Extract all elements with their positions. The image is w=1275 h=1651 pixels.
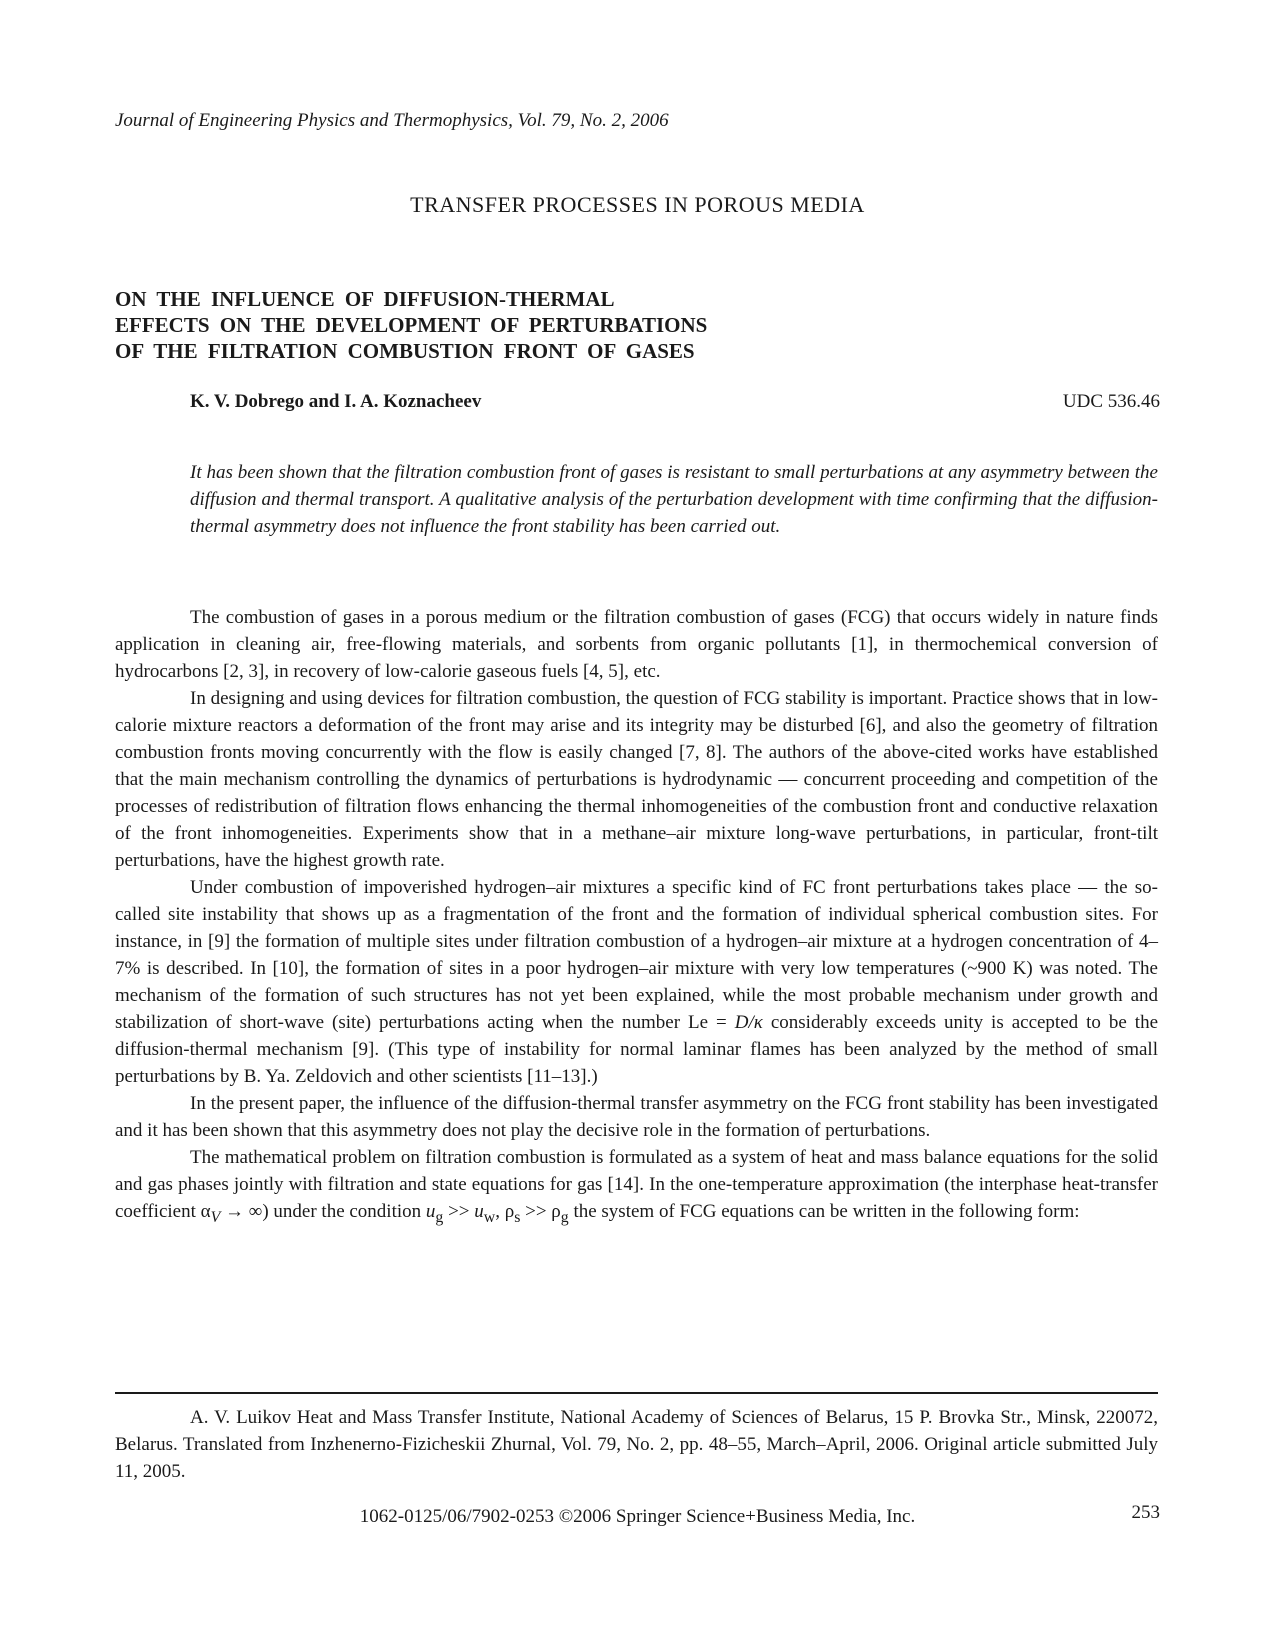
paragraph: In the present paper, the influence of the diffusion-thermal transfer asymmetry on the FCG front stability has been investigated and it has been shown that this asymmetry does not play the decisive role in the formation of perturbations. xyxy=(115,1093,1158,1141)
title-line: ON THE INFLUENCE OF DIFFUSION-THERMAL xyxy=(115,287,615,311)
title-line: OF THE FILTRATION COMBUSTION FRONT OF GASES xyxy=(115,339,695,363)
abstract: It has been shown that the filtration combustion front of gases is resistant to small perturbations at any asymmetry between the diffusion and thermal transport. A qualitative analysis of the perturbation development with time confirming that the diffusion-thermal asymmetry does not influence the front stability has been carried out. xyxy=(190,462,1158,537)
paragraph: Under combustion of impoverished hydrogen–air mixtures a specific kind of FC front perturbations takes place — the so-called site instability that shows up as a fragmentation of the front and the formation of individual spherical combustion sites. For instance, in [9] the formation of multiple sites under filtration combustion of a hydrogen–air mixture at a hydrogen concentration of 4–7% is described. In [10], the formation of sites in a poor hydrogen–air mixture with very low temperatures (~900 K) was noted. The mechanism of the formation of such structures has not yet been explained, while the most probable mechanism under growth and stabilization of short-wave (site) perturbations acting when the number Le = D/κ considerably exceeds unity is accepted to be the diffusion-thermal mechanism [9]. (This type of instability for normal laminar flames has been analyzed by the method of small perturbations by B. Ya. Zeldovich and other scientists [11–13].) xyxy=(115,877,1159,1087)
article-body xyxy=(115,604,1158,1231)
title-line: EFFECTS ON THE DEVELOPMENT OF PERTURBATIONS xyxy=(115,313,708,337)
footnote-divider xyxy=(115,1392,1158,1394)
paragraph: In designing and using devices for filtration combustion, the question of FCG stability is important. Practice shows that in low-calorie mixture reactors a deformation of the front may arise and its integrity may be disturbed [6], and also the geometry of filtration combustion fronts moving concurrently with the flow is easily changed [7, 8]. The authors of the above-cited works have established that the main mechanism controlling the dynamics of perturbations is hydrodynamic — concurrent proceeding and competition of the processes of redistribution of filtration flows enhancing the thermal inhomogeneities of the combustion front and conductive relaxation of the front inhomogeneities. Experiments show that in a methane–air mixture long-wave perturbations, in particular, front-tilt perturbations, have the highest growth rate. xyxy=(115,688,1158,871)
copyright-line: 1062-0125/06/7902-0253 ©2006 Springer Science+Business Media, Inc. xyxy=(359,1506,916,1527)
page-number: 253 xyxy=(1131,1502,1160,1523)
affiliation-footnote: A. V. Luikov Heat and Mass Transfer Institute, National Academy of Sciences of Belarus, 15 P. Brovka Str., Minsk, 220072, Belarus. Translated from Inzhenerno-Fizicheskii Zhurnal, Vol. 79, No. 2, pp. 48–55, March–April, 2006. Original article submitted July 11, 2005. xyxy=(115,1407,1158,1482)
journal-citation: Journal of Engineering Physics and Thermophysics, Vol. 79, No. 2, 2006 xyxy=(115,110,669,131)
section-heading: TRANSFER PROCESSES IN POROUS MEDIA xyxy=(410,192,865,217)
formula: D/κ xyxy=(734,1012,763,1033)
article-title xyxy=(115,286,707,364)
udc-code: UDC 536.46 xyxy=(1062,391,1160,412)
paragraph: The mathematical problem on filtration combustion is formulated as a system of heat and mass balance equations for the solid and gas phases jointly with filtration and state equations for gas [14]. In the one-temperature approximation (the interphase heat-transfer coefficient $\alpha_V$ → ∞) under the condition $u_g >> u_w$, $\rho_s >> \rho_g$ the system of FCG equations can be written in the following form: xyxy=(115,1147,1158,1226)
authors: K. V. Dobrego and I. A. Koznacheev xyxy=(190,391,482,412)
paragraph: The combustion of gases in a porous medium or the filtration combustion of gases (FCG) that occurs widely in nature finds application in cleaning air, free-flowing materials, and sorbents from organic pollutants [1], in thermochemical conversion of hydrocarbons [2, 3], in recovery of low-calorie gaseous fuels [4, 5], etc. xyxy=(115,607,1158,682)
